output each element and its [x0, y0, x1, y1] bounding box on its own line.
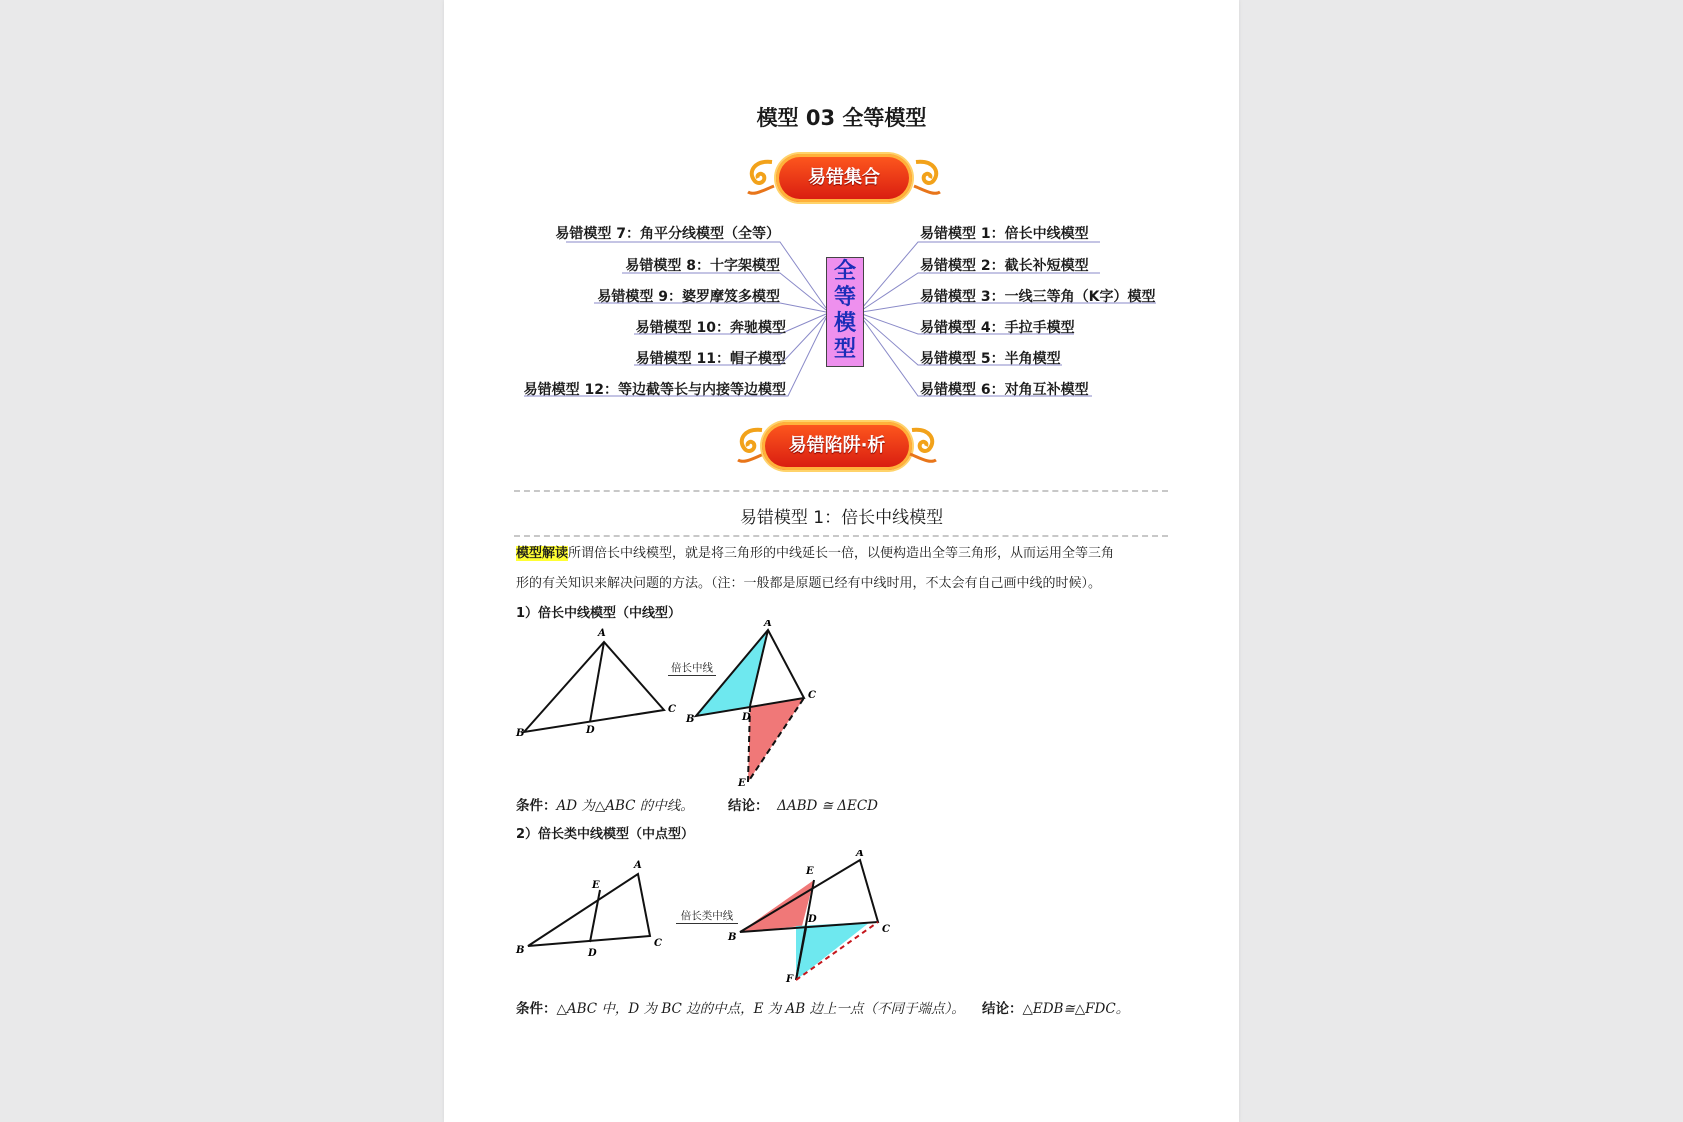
intro-paragraph [516, 539, 1176, 599]
mindmap-right-item: 易错模型 2：截长补短模型 [920, 258, 1089, 274]
point-label: B [516, 945, 525, 956]
intro-text: 所谓倍长中线模型，就是将三角形的中线延长一倍，以便构造出全等三角形，从而运用全等三角 [568, 546, 1115, 561]
part2-heading: 2）倍长类中线模型（中点型） [516, 827, 695, 842]
point-label: B [516, 728, 525, 739]
center-char: 模 [833, 310, 856, 336]
divider [514, 535, 1168, 537]
divider [514, 490, 1168, 492]
point-label: A [856, 850, 864, 859]
part2-conclusion [982, 997, 1129, 1017]
banner-error-trap [734, 418, 934, 474]
part1-heading: 1）倍长中线模型（中线型） [516, 606, 682, 621]
center-char: 全 [833, 258, 856, 284]
mindmap-left-item: 易错模型 12：等边截等长与内接等边模型 [523, 382, 786, 398]
mindmap-center-node [826, 257, 864, 367]
point-label: D [808, 914, 817, 925]
model-reading-tag: 模型解读 [516, 546, 569, 561]
conclusion-text: ΔABD ≅ ΔECD [777, 798, 878, 814]
point-label: A [764, 620, 772, 629]
banner-label: 易错集合 [776, 154, 912, 202]
point-label: C [654, 938, 662, 949]
mindmap-left-item: 易错模型 11：帽子模型 [635, 351, 786, 367]
point-label: F [786, 974, 794, 985]
page-title: 模型 03 全等模型 [756, 106, 927, 130]
part1-conclusion [728, 794, 878, 814]
mindmap-left-item: 易错模型 7：角平分线模型（全等） [555, 226, 780, 242]
part2-condition [516, 997, 965, 1017]
condition-label: 条件： [516, 1001, 557, 1017]
point-label: E [738, 778, 746, 789]
condition-text: △ABC 中，D 为 BC 边的中点，E 为 AB 边上一点（不同于端点）。 [556, 1001, 965, 1017]
point-label: C [668, 704, 676, 715]
part2-arrow-label: 倍长类中线 [676, 908, 738, 924]
mindmap-right-item: 易错模型 5：半角模型 [920, 351, 1061, 367]
point-label: E [592, 880, 600, 891]
left-swirl-icon [744, 156, 776, 200]
point-label: A [634, 860, 642, 871]
center-char: 等 [833, 284, 856, 310]
mindmap-right-item: 易错模型 1：倍长中线模型 [920, 226, 1089, 242]
right-swirl-icon [912, 156, 944, 200]
part1-figure [514, 620, 914, 792]
mindmap-left-item: 易错模型 8：十字架模型 [625, 258, 780, 274]
mindmap-right-item: 易错模型 3：一线三等角（K字）模型 [920, 289, 1156, 305]
point-label: E [806, 866, 814, 877]
mindmap-left-item: 易错模型 10：奔驰模型 [635, 320, 786, 336]
banner-error-set [744, 150, 944, 206]
conclusion-label: 结论： [728, 798, 769, 814]
mindmap-right-item: 易错模型 6：对角互补模型 [920, 382, 1089, 398]
point-label: D [742, 712, 751, 723]
condition-text: AD 为△ABC 的中线。 [556, 798, 694, 814]
condition-label: 条件： [516, 798, 557, 814]
mindmap-right-item: 易错模型 4：手拉手模型 [920, 320, 1075, 336]
center-char: 型 [833, 336, 856, 362]
point-label: B [686, 714, 695, 725]
point-label: D [586, 725, 595, 736]
part1-condition [516, 794, 694, 814]
conclusion-text: △EDB≅△FDC。 [1022, 1001, 1130, 1017]
point-label: C [882, 924, 890, 935]
point-label: A [598, 628, 606, 639]
document-page [444, 0, 1239, 1122]
banner-label: 易错陷阱·析 [762, 422, 912, 470]
conclusion-label: 结论： [982, 1001, 1023, 1017]
part1-arrow-label: 倍长中线 [668, 660, 716, 676]
mindmap-left-item: 易错模型 9：婆罗摩笈多模型 [597, 289, 780, 305]
point-label: D [588, 948, 597, 959]
section-subtitle: 易错模型 1：倍长中线模型 [739, 508, 944, 528]
intro-text: 形的有关知识来解决问题的方法。（注：一般都是原题已经有中线时用，不太会有自己画中线的时候）。 [516, 576, 1102, 591]
point-label: C [808, 690, 816, 701]
right-swirl-icon [908, 424, 940, 468]
point-label: B [728, 932, 737, 943]
